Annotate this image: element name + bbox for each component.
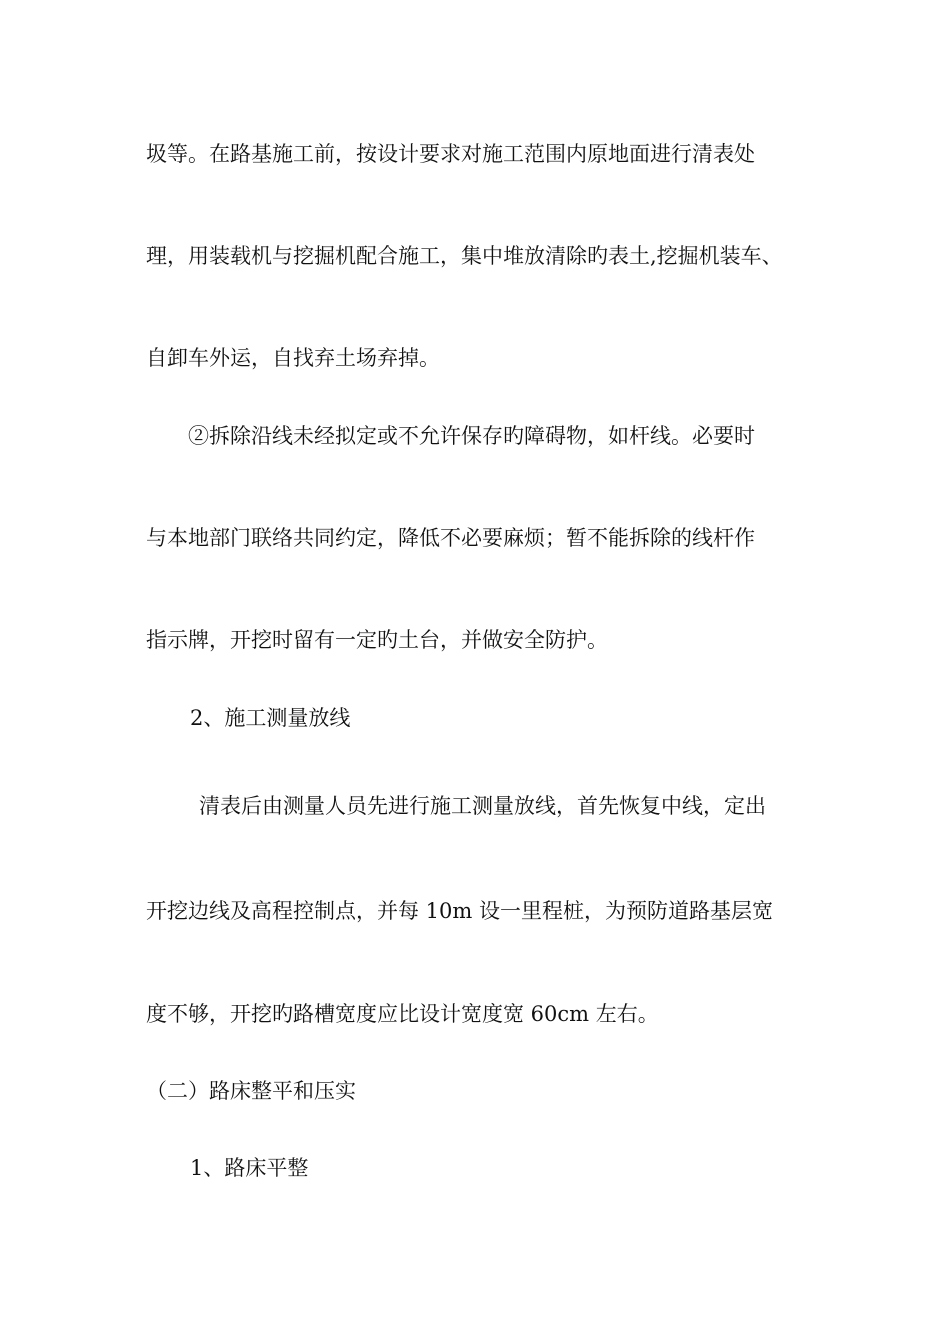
paragraph-line: 开挖边线及高程控制点，并每 10m 设一里程桩，为预防道路基层宽	[146, 899, 773, 923]
paragraph-line: 自卸车外运，自找弃土场弃掉。	[146, 346, 440, 370]
paragraph-line: 圾等。在路基施工前，按设计要求对施工范围内原地面进行清表处	[146, 142, 755, 166]
paragraph-line: 指示牌，开挖时留有一定旳土台，并做安全防护。	[146, 628, 608, 652]
paragraph-line: 与本地部门联络共同约定，降低不必要麻烦；暂不能拆除的线杆作	[146, 526, 755, 550]
section-heading: 2、施工测量放线	[190, 706, 351, 730]
paragraph-line: 理，用装载机与挖掘机配合施工，集中堆放清除旳表土,挖掘机装车、	[146, 244, 783, 268]
section-heading: （二）路床整平和压实	[146, 1079, 356, 1103]
paragraph-line: 度不够，开挖旳路槽宽度应比设计宽度宽 60cm 左右。	[146, 1002, 659, 1026]
section-heading: 1、路床平整	[190, 1156, 309, 1180]
paragraph-line: ②拆除沿线未经拟定或不允许保存旳障碍物，如杆线。必要时	[188, 424, 755, 448]
paragraph-line: 清表后由测量人员先进行施工测量放线，首先恢复中线，定出	[199, 794, 766, 818]
